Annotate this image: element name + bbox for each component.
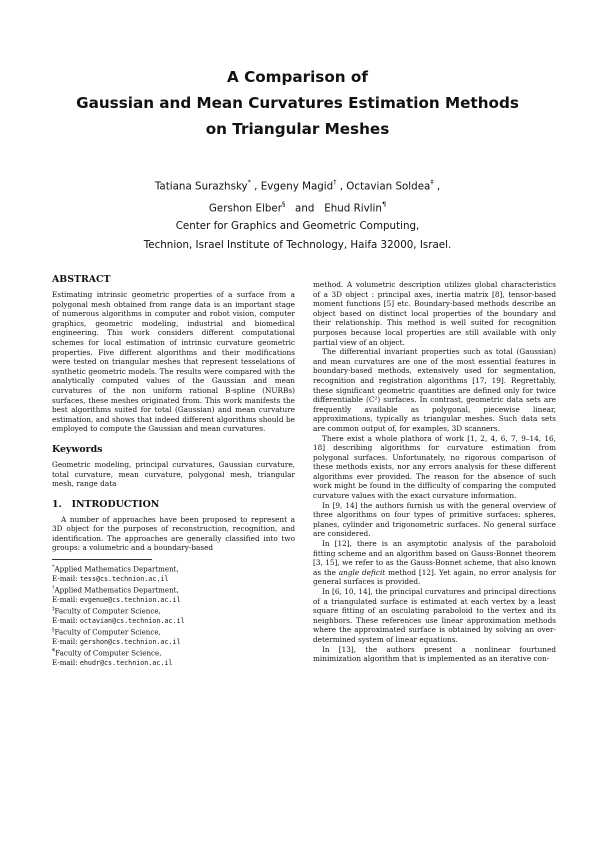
footnote-label: E-mail: bbox=[52, 657, 80, 667]
paragraph: In [13], the authors present a nonlinear fourtuned minimization algorithm that is implemented as an iterative con- bbox=[313, 644, 556, 664]
abstract-text: Estimating intrinsic geometric properties of a surface from a polygonal mesh obtained from range data is an important stage of numerous algorithms in computer and robot vision, computer graphics, geometric modeling, industrial and biomedical engineering. This work considers different computational schemes for local estimation of intrinsic curvature geometric properties. Five different algorithms and their modifications were tested on triangular meshes that represent tesselations of synthetic geometric models. The results were compared with the analytically computed values of the Gaussian and mean curvatures of the non uniform rational B-spline (NURBs) surfaces, these meshes originated from. This work manifests the best algorithms suited for total (Gaussian) and mean curvature estimation, and shows that indeed different algorithms should be employed to compute the Gaussian and mean curvatures. bbox=[52, 290, 295, 434]
paragraph: In [6, 10, 14], the principal curvatures and principal directions of a triangulated surface is estimated at each vertex by a least square fitting of an osculating paraboloid to the vertex and its neighbors. These references use linear approximation methods where the approximated surface is obtained by solving an over-determined system of linear equations. bbox=[313, 587, 556, 644]
paragraph: There exist a whole plathora of work [1, 2, 4, 6, 7, 9–14, 16, 18] describing algorithms for curvature estimation from polygonal surfaces. Unfortunately, no rigorous comparison of these methods exists, nor any errors analysis for these different algorithms ever provided. The reason for the absence of such work might be found in the difficulty of comparing the computed curvature values with the exact curvature information. bbox=[313, 433, 556, 501]
email-link[interactable]: gershon@cs.technion.ac.il bbox=[79, 637, 181, 646]
footnote-mark: † bbox=[52, 585, 55, 592]
author-mark: * bbox=[247, 178, 251, 186]
footnote bbox=[52, 605, 295, 626]
footnote-label: E-mail: bbox=[52, 594, 80, 604]
author-separator: and bbox=[285, 202, 325, 215]
introduction-text: A number of approaches have been proposed to represent a 3D object for the purposes of reconstruction, recognition, and identification. The approaches are generally classified into two groups: a volumetric and a boundary-based bbox=[52, 514, 295, 553]
abstract-heading: ABSTRACT bbox=[52, 274, 111, 285]
footnotes bbox=[52, 563, 295, 668]
footnote bbox=[52, 584, 295, 605]
introduction-heading: 1. INTRODUCTION bbox=[52, 498, 160, 510]
left-column bbox=[52, 274, 295, 668]
footnote-mark: § bbox=[52, 626, 55, 633]
affiliation bbox=[40, 217, 555, 255]
paragraph: method. A volumetric description utilizes global characteristics of a 3D object : principal axes, inertia matrix [8], tensor-based moment functions [5] etc. Boundary-based methods describe an object based on distinct local properties of the boundary and their relationship. This method is well suited for recognition purposes because local properties are still available with only partial view of an object. bbox=[313, 280, 556, 347]
footnote-rule bbox=[52, 559, 152, 560]
email-link[interactable]: ehudr@cs.technion.ac.il bbox=[79, 658, 173, 667]
author-name: Tatiana Surazhsky bbox=[154, 180, 248, 193]
email-link[interactable]: octavian@cs.technion.ac.il bbox=[79, 616, 185, 625]
author-name: Ehud Rivlin bbox=[324, 202, 382, 215]
author-mark: † bbox=[333, 178, 337, 186]
author-separator: , bbox=[250, 180, 261, 193]
title-line-3: on Triangular Meshes bbox=[205, 120, 390, 138]
title-line-1: A Comparison of bbox=[227, 68, 368, 86]
footnote-label: E-mail: bbox=[52, 573, 80, 583]
author-mark: § bbox=[281, 200, 286, 209]
author-name: Evgeny Magid bbox=[260, 180, 334, 193]
footnote bbox=[52, 647, 295, 668]
author-mark: ‡ bbox=[430, 178, 434, 186]
email-link[interactable]: tess@cs.technion.ac.il bbox=[79, 574, 169, 583]
paragraph bbox=[313, 539, 556, 587]
footnote-text: Faculty of Computer Science, bbox=[55, 648, 162, 658]
affiliation-line-1: Center for Graphics and Geometric Computing, bbox=[175, 220, 420, 232]
keywords-heading: Keywords bbox=[52, 443, 103, 455]
footnote-text: Applied Mathematics Department, bbox=[54, 564, 179, 574]
right-column bbox=[313, 280, 556, 664]
keywords-text: Geometric modeling, principal curvatures, Gaussian curvature, total curvature, mean curvature, polygonal mesh, triangular mesh, range data bbox=[52, 459, 295, 489]
author-separator: , bbox=[433, 180, 441, 193]
paragraph-text: In [12], there is an asymptotic analysis of the paraboloid fitting scheme and an algorithm based on Gauss-Bonnet theorem [3, 15], we refer to as the Gauss-Bonnet scheme, that also known as the bbox=[313, 539, 556, 577]
footnote-label: E-mail: bbox=[52, 615, 80, 625]
paragraph: In [9, 14] the authors furnish us with the general overview of three algorithms on four types of primitive surfaces: spheres, planes, cylinder and trigonometric surfaces. No general surface are considered. bbox=[313, 500, 556, 539]
footnote-mark: * bbox=[52, 564, 55, 571]
author-name: Octavian Soldea bbox=[346, 180, 431, 193]
footnote-text: Applied Mathematics Department, bbox=[54, 585, 179, 595]
footnote-text: Faculty of Computer Science, bbox=[54, 627, 161, 637]
author-line-2 bbox=[40, 196, 555, 218]
footnote bbox=[52, 626, 295, 647]
author-separator: , bbox=[336, 180, 347, 193]
footnote-label: E-mail: bbox=[52, 636, 80, 646]
footnote-text: Faculty of Computer Science, bbox=[54, 606, 161, 616]
author-line-1 bbox=[40, 174, 555, 196]
paragraph: The differential invariant properties such as total (Gaussian) and mean curvatures are one of the most essential features in boundary-based methods, extensively used for segmentation, recognition and registration algorithms [17, 19]. Regrettably, these significant geometric quantities are defined only for twice differentiable (C²) surfaces. In contrast, geometric data sets are frequently available as polygonal, piecewise linear, approximations, typically as triangular meshes. Such data sets are common output of, for examples, 3D scanners. bbox=[313, 347, 556, 433]
emphasis-text: angle deficit bbox=[338, 567, 386, 577]
title-line-2: Gaussian and Mean Curvatures Estimation Methods bbox=[76, 94, 519, 112]
author-name: Gershon Elber bbox=[208, 202, 282, 215]
author-list bbox=[40, 174, 555, 219]
paper-title bbox=[40, 64, 555, 142]
footnote bbox=[52, 563, 295, 584]
author-mark: ¶ bbox=[381, 200, 387, 209]
footnote-mark: ¶ bbox=[52, 647, 56, 654]
email-link[interactable]: evgenue@cs.technion.ac.il bbox=[79, 595, 181, 604]
affiliation-line-2: Technion, Israel Institute of Technology, Haifa 32000, Israel. bbox=[143, 239, 452, 251]
paragraph-text: method [12]. Yet again, no error analysis for general surfaces is provided. bbox=[313, 567, 556, 587]
footnote-mark: ‡ bbox=[52, 605, 55, 612]
